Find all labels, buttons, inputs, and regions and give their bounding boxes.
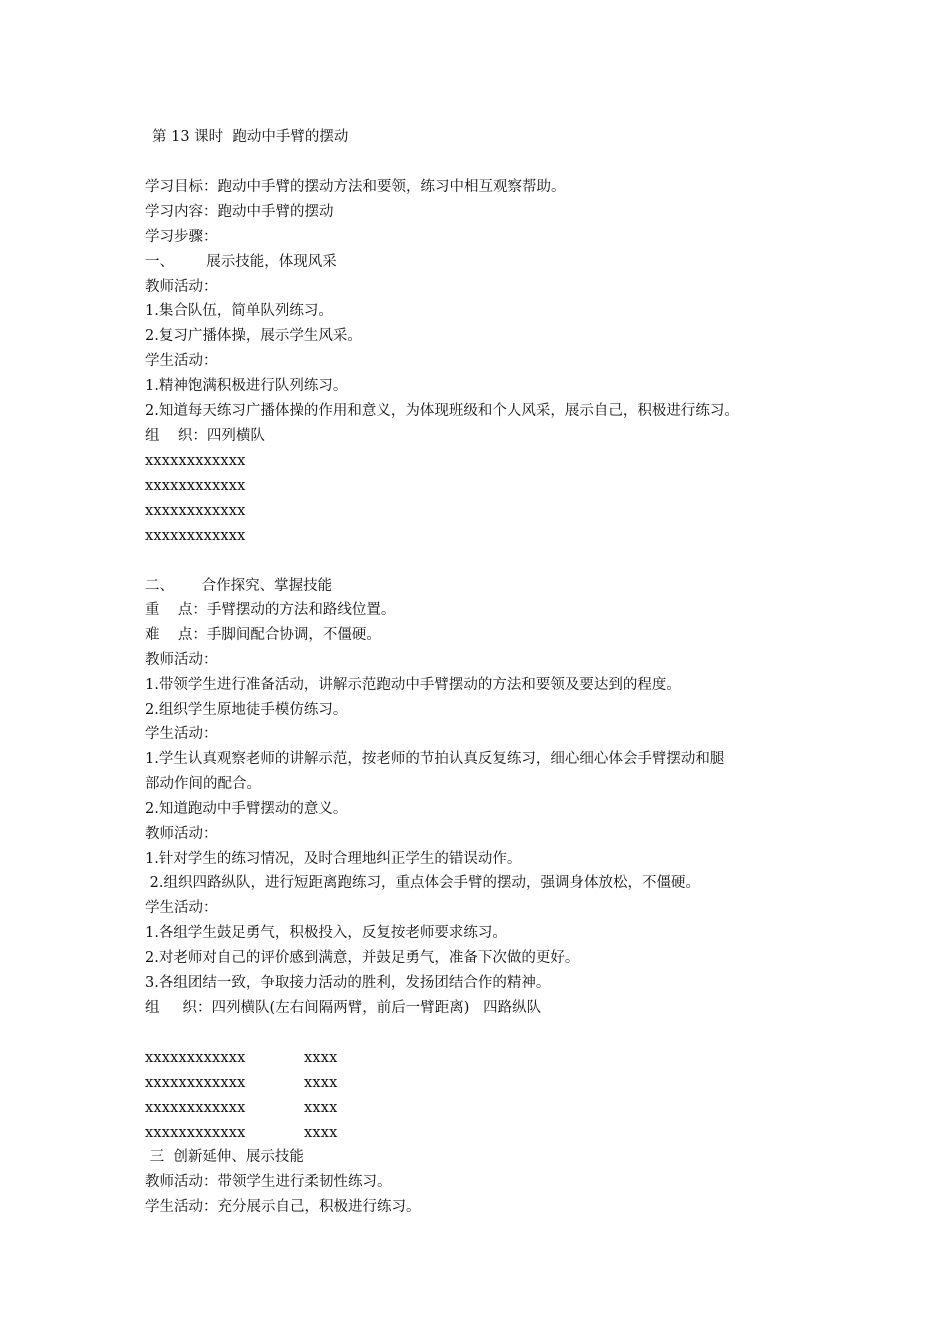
column-formation-row: xxxx	[304, 1050, 338, 1066]
formation-row: xxxxxxxxxxxx	[145, 1075, 246, 1091]
difficulty-point: 难 点：手脚间配合协调，不僵硬。	[145, 627, 381, 643]
paragraph: 2.组织四路纵队，进行短距离跑练习，重点体会手臂的摆动，强调身体放松，不僵硬。	[145, 875, 700, 891]
paragraph: 1.集合队伍，简单队列练习。	[145, 303, 333, 319]
teacher-activity-label: 教师活动：	[145, 279, 218, 295]
column-formation-row: xxxx	[304, 1125, 338, 1141]
paragraph: 2.组织学生原地徒手模仿练习。	[145, 702, 348, 718]
paragraph: 1.针对学生的练习情况，及时合理地纠正学生的错误动作。	[145, 851, 522, 867]
learning-steps: 学习步骤：	[145, 229, 218, 245]
paragraph: 2.对老师对自己的评价感到满意，并鼓足勇气，准备下次做的更好。	[145, 950, 580, 966]
column-formation-row: xxxx	[304, 1100, 338, 1116]
column-formation-row: xxxx	[304, 1075, 338, 1091]
organization-line: 组 织：四列横队(左右间隔两臂，前后一臂距离) 四路纵队	[145, 1000, 542, 1016]
paragraph: 2.知道跑动中手臂摆动的意义。	[145, 801, 348, 817]
formation-row: xxxxxxxxxxxx	[145, 528, 246, 544]
teacher-activity-label: 教师活动：	[145, 652, 218, 668]
paragraph: 1.带领学生进行准备活动，讲解示范跑动中手臂摆动的方法和要领及要达到的程度。	[145, 677, 681, 693]
formation-row: xxxxxxxxxxxx	[145, 1125, 246, 1141]
learning-content: 学习内容：跑动中手臂的摆动	[145, 204, 334, 220]
student-activity-label: 学生活动：	[145, 900, 218, 916]
paragraph: 部动作间的配合。	[145, 776, 261, 792]
student-activity-label: 学生活动：	[145, 353, 218, 369]
student-activity-label: 学生活动：	[145, 726, 218, 742]
paragraph: 2.复习广播体操，展示学生风采。	[145, 328, 362, 344]
formation-row: xxxxxxxxxxxx	[145, 1050, 246, 1066]
section-2-heading: 二、 合作探究、掌握技能	[145, 578, 333, 594]
lesson-title: 第 13 课时 跑动中手臂的摆动	[152, 129, 349, 145]
teacher-activity-line: 教师活动：带领学生进行柔韧性练习。	[145, 1174, 392, 1190]
key-point: 重 点：手臂摆动的方法和路线位置。	[145, 602, 396, 618]
learning-goal: 学习目标：跑动中手臂的摆动方法和要领，练习中相互观察帮助。	[145, 179, 566, 195]
paragraph: 2.知道每天练习广播体操的作用和意义，为体现班级和个人风采，展示自己，积极进行练习。	[145, 403, 739, 419]
section-3-heading: 三 创新延伸、展示技能	[145, 1149, 304, 1165]
formation-row: xxxxxxxxxxxx	[145, 478, 246, 494]
paragraph: 1.学生认真观察老师的讲解示范，按老师的节拍认真反复练习，细心细心体会手臂摆动和腿	[145, 751, 725, 767]
paragraph: 3.各组团结一致，争取接力活动的胜利，发扬团结合作的精神。	[145, 975, 551, 991]
organization-line: 组 织：四列横队	[145, 428, 265, 444]
formation-row: xxxxxxxxxxxx	[145, 453, 246, 469]
paragraph: 1.精神饱满积极进行队列练习。	[145, 378, 348, 394]
formation-row: xxxxxxxxxxxx	[145, 503, 246, 519]
paragraph: 1.各组学生鼓足勇气，积极投入，反复按老师要求练习。	[145, 925, 507, 941]
teacher-activity-label: 教师活动：	[145, 826, 218, 842]
formation-row: xxxxxxxxxxxx	[145, 1100, 246, 1116]
section-1-heading: 一、 展示技能，体现风采	[145, 254, 337, 270]
student-activity-line: 学生活动：充分展示自己，积极进行练习。	[145, 1199, 421, 1215]
